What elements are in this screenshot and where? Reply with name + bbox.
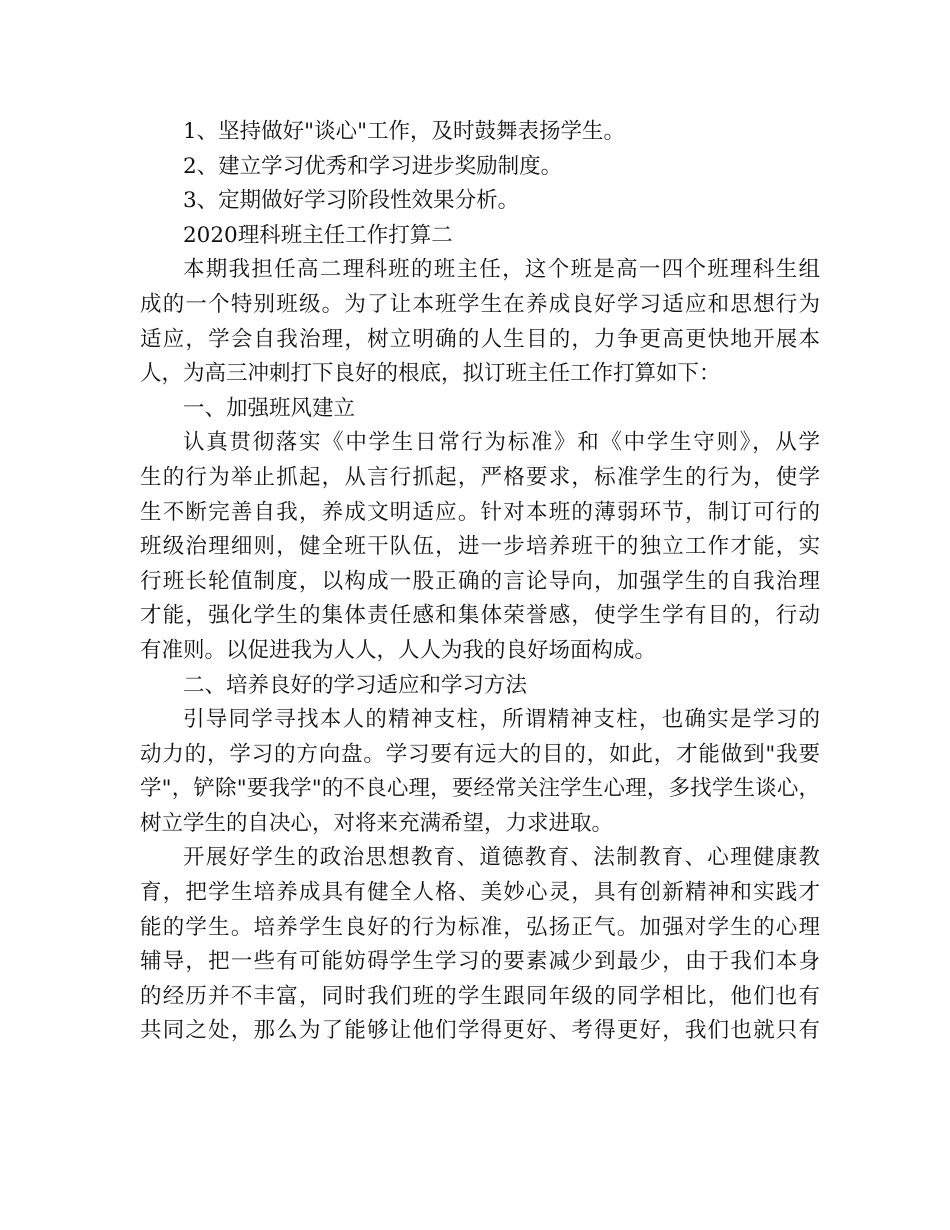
paragraph-line: 生不断完善自我，养成文明适应。针对本班的薄弱环节，制订可行的 [140, 499, 820, 525]
paragraph-line: 有准则。以促进我为人人，人人为我的良好场面构成。 [140, 637, 657, 663]
document-body [140, 115, 820, 1049]
paragraph-line: 认真贯彻落实《中学生日常行为标准》和《中学生守则》，从学 [183, 430, 820, 456]
paragraph-line: 能的学生。培养学生良好的行为标准，弘扬正气。加强对学生的心理 [140, 914, 820, 940]
paragraph-line: 本期我担任高二理科班的班主任，这个班是高一四个班理科生组 [183, 257, 820, 283]
paragraph-line: 育，把学生培养成具有健全人格、美妙心灵，具有创新精神和实践才 [140, 880, 820, 906]
paragraph-line: 的经历并不丰富，同时我们班的学生跟同年级的同学相比，他们也有 [140, 983, 820, 1009]
paragraph-line: 开展好学生的政治思想教育、道德教育、法制教育、心理健康教 [183, 845, 820, 871]
list-item: 3、定期做好学习阶段性效果分析。 [183, 188, 520, 214]
section-title: 2020理科班主任工作打算二 [183, 222, 453, 248]
paragraph-line: 生的行为举止抓起，从言行抓起，严格要求，标准学生的行为，使学 [140, 464, 820, 490]
paragraph-line: 共同之处，那么为了能够让他们学得更好、考得更好，我们也就只有 [140, 1018, 820, 1044]
paragraph-line: 引导同学寻找本人的精神支柱，所谓精神支柱，也确实是学习的 [183, 707, 820, 733]
list-item: 1、坚持做好"谈心"工作，及时鼓舞表扬学生。 [183, 119, 625, 144]
paragraph-line: 成的一个特别班级。为了让本班学生在养成良好学习适应和思想行为 [140, 291, 820, 317]
paragraph-line: 适应，学会自我治理，树立明确的人生目的，力争更高更快地开展本 [140, 326, 820, 352]
paragraph-line: 辅导，把一些有可能妨碍学生学习的要素减少到最少，由于我们本身 [140, 949, 820, 975]
paragraph-line: 人，为高三冲刺打下良好的根底，拟订班主任工作打算如下： [140, 361, 721, 387]
heading-study-habits: 二、培养良好的学习适应和学习方法 [183, 672, 528, 698]
paragraph-line: 学"，铲除"要我学"的不良心理，要经常关注学生心理，多找学生谈心， [140, 776, 820, 802]
paragraph-line: 动力的，学习的方向盘。学习要有远大的目的，如此，才能做到"我要 [140, 741, 820, 767]
list-item: 2、建立学习优秀和学习进步奖励制度。 [183, 153, 563, 179]
paragraph-line: 班级治理细则，健全班干队伍，进一步培养班干的独立工作才能，实 [140, 534, 820, 560]
paragraph-line: 树立学生的自决心，对将来充满希望，力求进取。 [140, 810, 614, 836]
heading-class-style: 一、加强班风建立 [183, 395, 356, 421]
paragraph-line: 才能，强化学生的集体责任感和集体荣誉感，使学生学有目的，行动 [140, 603, 820, 629]
paragraph-line: 行班长轮值制度，以构成一股正确的言论导向，加强学生的自我治理 [140, 568, 820, 594]
